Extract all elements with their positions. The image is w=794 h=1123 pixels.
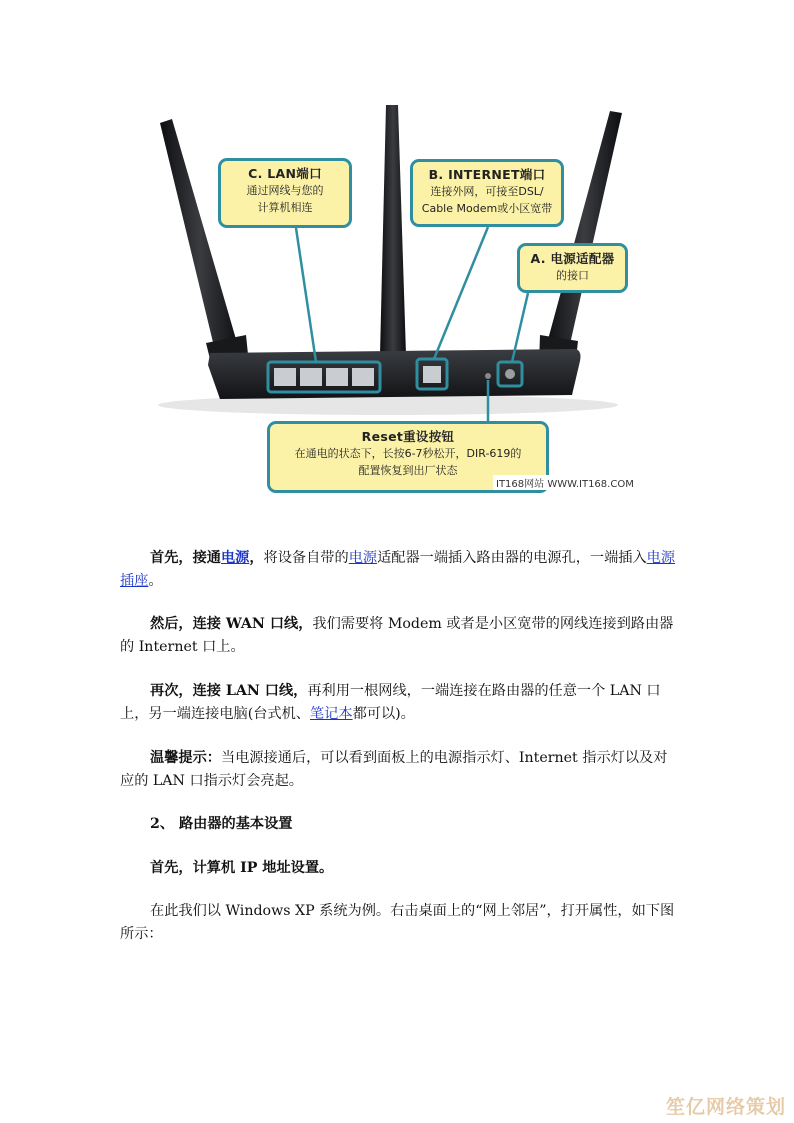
reset-hole bbox=[485, 373, 491, 379]
leader-lan bbox=[296, 228, 316, 362]
lan-port bbox=[326, 368, 348, 386]
paragraph-lan bbox=[120, 680, 676, 726]
link-laptop[interactable]: 笔记本 bbox=[309, 706, 353, 722]
router-body bbox=[208, 349, 581, 399]
callout-power-port bbox=[517, 243, 628, 293]
bold-lead: 然后，连接 WAN 口线， bbox=[150, 616, 313, 632]
paragraph-wan bbox=[120, 613, 676, 659]
text: 我们需要将 Modem 或者是小区宽带的网线连接到路由器的 Internet 口上。 bbox=[120, 616, 674, 655]
internet-port bbox=[423, 366, 441, 383]
link-power[interactable]: 电源 bbox=[220, 550, 250, 566]
heading-text: 2、 路由器的基本设置 bbox=[150, 816, 293, 832]
callout-text: Cable Modem或小区宽带 bbox=[421, 202, 553, 215]
bold-comma: ， bbox=[249, 550, 264, 566]
callout-internet-port bbox=[410, 159, 564, 227]
text: 将设备自带的 bbox=[263, 550, 349, 566]
callout-title: A. 电源适配器 bbox=[530, 251, 615, 266]
section-heading bbox=[120, 813, 676, 836]
antenna-right bbox=[546, 111, 622, 353]
router-figure bbox=[148, 103, 648, 498]
bold-lead: 再次，连接 LAN 口线， bbox=[150, 683, 308, 699]
callout-title: B. INTERNET端口 bbox=[428, 167, 546, 182]
paragraph-windows-xp bbox=[120, 900, 676, 946]
text: 再利用一根网线，一端连接在路由器的任意一个 LAN 口上，另一端连接电脑(台式机、 bbox=[120, 683, 661, 722]
text: 。 bbox=[148, 573, 163, 589]
site-watermark: 笙亿网络策划 bbox=[665, 1096, 786, 1118]
paragraph-ip-heading bbox=[120, 857, 676, 880]
text: 适配器一端插入路由器的电源孔，一端插入 bbox=[377, 550, 647, 566]
power-port bbox=[505, 369, 515, 379]
text: 都可以)。 bbox=[352, 706, 415, 722]
text: 在此我们以 Windows XP 系统为例。右击桌面上的“网上邻居”，打开属性，如下图所示： bbox=[120, 903, 675, 942]
callout-text: 连接外网，可接至DSL/ bbox=[430, 185, 544, 198]
lan-port bbox=[352, 368, 374, 386]
callout-text: 在通电的状态下，长按6-7秒松开，DIR-619的 bbox=[294, 447, 522, 460]
leader-internet bbox=[434, 227, 488, 359]
text: 当电源接通后，可以看到面板上的电源指示灯、Internet 指示灯以及对应的 LAN 口指示灯会亮起。 bbox=[120, 750, 668, 789]
callout-title: C. LAN端口 bbox=[248, 166, 322, 181]
callout-lan-port bbox=[218, 158, 352, 228]
link-power-socket[interactable]: 电源插座 bbox=[120, 550, 676, 589]
lan-port bbox=[274, 368, 296, 386]
callout-text: 的接口 bbox=[556, 269, 589, 282]
bold-lead: 温馨提示： bbox=[150, 750, 221, 766]
callout-text: 通过网线与您的 bbox=[246, 184, 324, 197]
callout-title: Reset重设按钮 bbox=[361, 429, 455, 444]
antenna-middle bbox=[380, 105, 406, 355]
callout-text: 配置恢复到出厂状态 bbox=[358, 464, 458, 477]
paragraph-power bbox=[120, 547, 676, 593]
bold-lead: 首先，接通 bbox=[150, 550, 221, 566]
link-power-2[interactable]: 电源 bbox=[348, 550, 378, 566]
callout-text: 计算机相连 bbox=[257, 201, 313, 214]
bold-lead: 首先，计算机 IP 地址设置。 bbox=[150, 860, 334, 876]
paragraph-tip bbox=[120, 747, 676, 793]
antenna-left bbox=[160, 119, 240, 363]
lan-port bbox=[300, 368, 322, 386]
figure-source-watermark: IT168网站 WWW.IT168.COM bbox=[493, 475, 637, 490]
